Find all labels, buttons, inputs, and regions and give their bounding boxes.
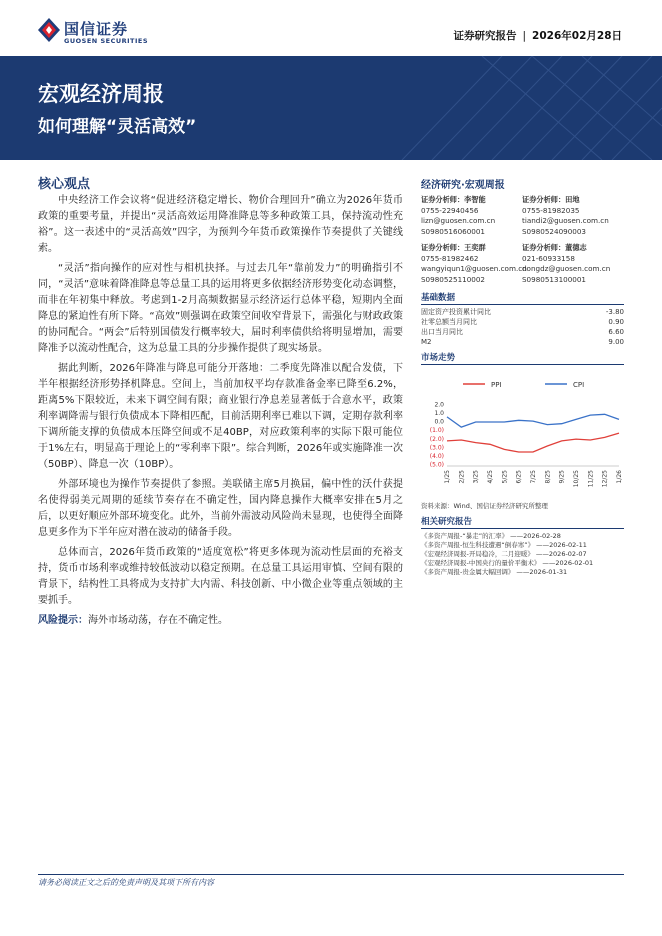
analyst-name: 李智能: [464, 195, 486, 204]
paragraph: “灵活”指向操作的应对性与相机抉择。与过去几年“靠前发力”的明确指引不同，“灵活”意味着降准降息等总量工具的运用将更多依据经济形势变化动态调整，而非在年初集中释放。考虑到1-2月高频数据显示经济运行总体平稳，短期内全面降息的紧迫性有所下降。“高效”则强调在政策空间收窄背景下，需强化与财政政策的协同配合。“两会”后特别国债发行概率较大，届时利率债供给将明显增加，需要降准予以流动性配合，这为总量工具的分步操作提供了现实场景。: [38, 263, 403, 354]
base-data-table: [421, 307, 624, 347]
analyst-card: [421, 243, 527, 285]
logo-subtext: GUOSEN SECURITIES: [64, 37, 149, 45]
series-line-ppi: [447, 433, 619, 452]
x-tick-label: 12/25: [601, 470, 609, 488]
x-tick-label: 3/25: [472, 470, 480, 484]
analyst-name: 田地: [565, 195, 580, 204]
x-tick-label: 5/25: [501, 470, 509, 484]
paragraph: 据此判断，2026年降准与降息可能分开落地：二季度先降准以配合发债，下半年根据经济形势择机降息。空间上，当前加权平均存款准备金率已降至6.2%，距离5%下限较近，未来下调空间有限；商业银行净息差显著低于合意水平，政策利率调降需与银行负债成本下降相匹配，目前活期利率已难以下调，定期存款利率下调所能支撑的负债成本压降空间或不足40BP，对应政策利率的实际下限可能位于1%左右，明显高于理论上的“零利率下限”。综合判断，2026年或实施降准一次（50BP）、降息一次（10BP）。: [38, 363, 403, 470]
table-row: [421, 327, 624, 337]
table-row: [421, 307, 624, 317]
analyst-role: 证券分析师：: [421, 195, 465, 204]
analyst-role: 证券分析师：: [421, 243, 465, 252]
x-tick-label: 8/25: [544, 470, 552, 484]
analyst-list: [421, 195, 624, 291]
y-tick-label: 1.0: [434, 410, 444, 418]
x-tick-label: 4/25: [487, 470, 494, 484]
analyst-phone: 021-60933158: [522, 253, 575, 263]
title-banner: [0, 56, 662, 160]
analyst-cert: S0980513100001: [522, 274, 587, 284]
chart-source: 资料来源：Wind、国信证券经济研究所整理: [421, 502, 548, 510]
related-report-link[interactable]: 《宏观经济周报-中国央行的量价平衡术》 ——2026-02-01: [421, 559, 594, 567]
report-type: 证券研究报告: [453, 30, 517, 42]
x-tick-label: 10/25: [573, 470, 580, 488]
related-reports-list: [421, 532, 624, 577]
series-line-cpi: [447, 414, 619, 427]
analyst-email[interactable]: wangyiqun1@guosen.com.cn: [421, 264, 527, 273]
guosen-logo-icon: [38, 18, 60, 42]
risk-label: 风险提示：: [38, 615, 88, 626]
row-value: 9.00: [608, 338, 624, 346]
analyst-email[interactable]: lizn@guosen.com.cn: [421, 216, 496, 225]
research-section-title: 经济研究·宏观周报: [421, 180, 505, 191]
related-reports-heading: 相关研究报告: [421, 515, 624, 529]
x-tick-label: 9/25: [558, 470, 566, 484]
base-data-heading: 基础数据: [421, 291, 624, 305]
analyst-phone: 0755-22940456: [421, 205, 479, 215]
footer-divider: [38, 874, 624, 875]
analyst-email[interactable]: tiandi2@guosen.com.cn: [522, 216, 609, 225]
logo-text: 国信证券: [64, 20, 129, 38]
core-view-body: [38, 193, 403, 633]
related-report-link[interactable]: 《多资产周报-“暴走”的汇率》 ——2026-02-28: [421, 532, 561, 540]
report-series-title: 宏观经济周报: [38, 82, 164, 106]
related-report-link[interactable]: 《宏观经济周报-开局稳冷，二月迎暖》 ——2026-02-07: [421, 550, 587, 558]
risk-text: 海外市场动荡，存在不确定性。: [88, 615, 228, 626]
banner-decoration: [362, 56, 662, 160]
legend-label-ppi: PPI: [491, 381, 502, 389]
x-tick-label: 1/25: [444, 470, 451, 484]
y-tick-label: (1.0): [429, 427, 444, 435]
analyst-phone: 0755-81982462: [421, 253, 479, 263]
analyst-email[interactable]: dongdz@guosen.com.cn: [522, 264, 611, 273]
table-row: [421, 317, 624, 327]
analyst-cert: S0980524090003: [522, 226, 587, 236]
x-tick-label: 1/26: [616, 470, 623, 484]
analyst-cert: S0980516060001: [421, 226, 486, 236]
report-header: 证券研究报告 | 2026年02月28日: [453, 30, 622, 42]
analyst-card: [522, 195, 624, 237]
row-value: -3.80: [605, 308, 624, 316]
row-label: M2: [421, 338, 432, 346]
analyst-role: 证券分析师：: [522, 243, 566, 252]
y-tick-label: (2.0): [429, 435, 444, 443]
core-view-heading: 核心观点: [38, 177, 91, 192]
paragraph: 总体而言，2026年货币政策的“适度宽松”将更多体现为流动性层面的充裕支持，货币市场利率或维持较低波动以稳定预期。在总量工具运用审慎、空间有限的背景下，结构性工具将成为支持扩大内需、科技创新、中小微企业等重点领域的主要抓手。: [38, 547, 403, 606]
y-tick-label: (3.0): [429, 444, 444, 452]
row-value: 6.60: [608, 328, 624, 336]
ppi-cpi-line-chart: [421, 366, 624, 498]
report-date: 2026年02月28日: [532, 30, 622, 42]
analyst-card: [421, 195, 523, 237]
disclaimer-footer: 请务必阅读正文之后的免责声明及其项下所有内容: [38, 878, 214, 887]
paragraph: 外部环境也为操作节奏提供了参照。美联储主席5月换届，偏中性的沃什获提名使得弱美元周期的延续节奏存在不确定性，国内降息操作大概率安排在5月之后，以更好顺应外部环境变化。此外，当前外需波动风险尚未显现，也使得全面降息更多作为下半年应对潜在波动的储备手段。: [38, 479, 403, 538]
analyst-cert: S0980525110002: [421, 274, 486, 284]
related-report-link[interactable]: 《多资产周报-恒生科技遭遇“倒春寒”》 ——2026-02-11: [421, 541, 587, 549]
row-label: 出口当月同比: [421, 328, 463, 336]
y-tick-label: 2.0: [434, 401, 444, 409]
x-tick-label: 11/25: [587, 470, 595, 488]
row-label: 固定资产投资累计同比: [421, 308, 491, 316]
related-report-link[interactable]: 《多资产周报-贵金属大幅回调》 ——2026-01-31: [421, 568, 568, 576]
analyst-phone: 0755-81982035: [522, 205, 580, 215]
analyst-card: [522, 243, 624, 285]
y-tick-label: (4.0): [429, 452, 444, 460]
risk-warning: [38, 613, 403, 629]
x-tick-label: 6/25: [515, 470, 523, 484]
row-value: 0.90: [608, 318, 624, 326]
analyst-role: 证券分析师：: [522, 195, 566, 204]
legend-label-cpi: CPI: [573, 381, 585, 389]
analyst-name: 董德志: [565, 243, 587, 252]
market-trend-heading: 市场走势: [421, 351, 624, 365]
y-tick-label: (5.0): [429, 461, 444, 469]
table-row: [421, 337, 624, 347]
y-tick-label: 0.0: [434, 418, 444, 426]
x-tick-label: 7/25: [530, 470, 537, 484]
row-label: 社零总额当月同比: [421, 318, 477, 326]
paragraph: 中央经济工作会议将“促进经济稳定增长、物价合理回升”确立为2026年货币政策的重要考量，并提出“灵活高效运用降准降息等多种政策工具，保持流动性充裕”。这一表述中的“灵活高效”四字，为预判今年货币政策操作节奏提供了关键线索。: [38, 195, 403, 254]
report-title: 如何理解“灵活高效”: [38, 117, 197, 137]
x-tick-label: 2/25: [458, 470, 466, 484]
analyst-name: 王奕群: [464, 243, 486, 252]
